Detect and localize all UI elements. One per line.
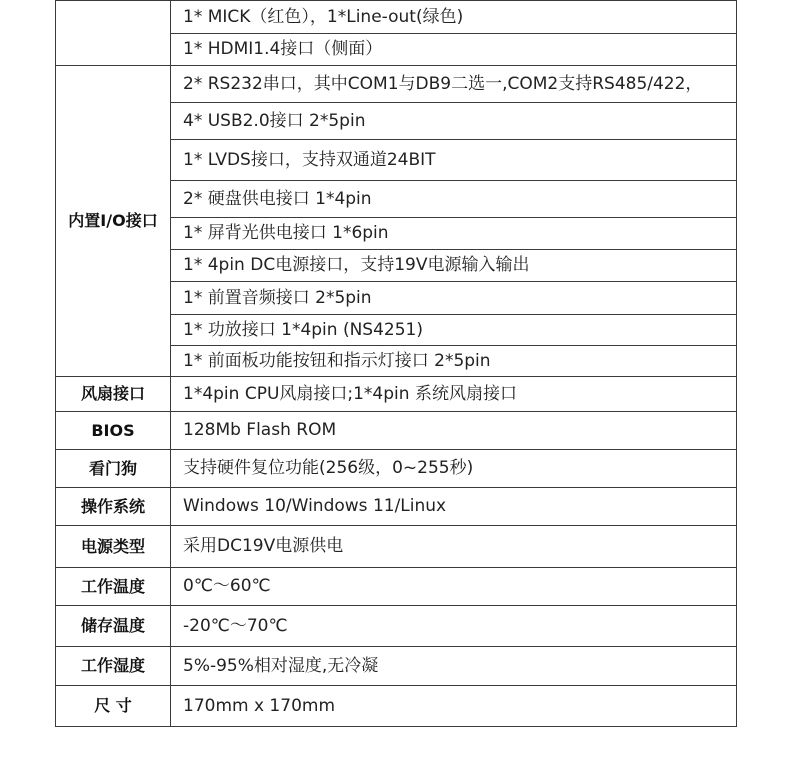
table-row [56, 412, 737, 450]
spec-table [55, 0, 737, 727]
spec-value: 1* 前置音频接口 2*5pin [171, 282, 737, 315]
table-row [56, 686, 737, 727]
spec-value: 4* USB2.0接口 2*5pin [171, 103, 737, 140]
table-row [56, 1, 737, 34]
spec-label: 风扇接口 [56, 377, 171, 412]
table-row [56, 647, 737, 686]
table-row [56, 66, 737, 103]
spec-value: 2* RS232串口，其中COM1与DB9二选一,COM2支持RS485/422， [171, 66, 737, 103]
table-row [56, 377, 737, 412]
spec-label: BIOS [56, 412, 171, 450]
table-row [56, 488, 737, 526]
spec-label-top [56, 1, 171, 66]
spec-label: 电源类型 [56, 526, 171, 568]
spec-value: 1* 功放接口 1*4pin (NS4251) [171, 315, 737, 346]
spec-value: 1* MICK（红色），1*Line-out(绿色) [171, 1, 737, 34]
table-row [56, 450, 737, 488]
spec-label-io: 内置I/O接口 [56, 66, 171, 377]
spec-value: 1* LVDS接口，支持双通道24BIT [171, 140, 737, 181]
spec-label: 看门狗 [56, 450, 171, 488]
spec-value: 5%-95%相对湿度,无冷凝 [171, 647, 737, 686]
spec-value: 1* 4pin DC电源接口，支持19V电源输入输出 [171, 250, 737, 282]
spec-value: 采用DC19V电源供电 [171, 526, 737, 568]
spec-value: 1* 前面板功能按钮和指示灯接口 2*5pin [171, 346, 737, 377]
spec-value: 2* 硬盘供电接口 1*4pin [171, 181, 737, 218]
spec-label: 操作系统 [56, 488, 171, 526]
spec-value: -20℃～70℃ [171, 606, 737, 647]
table-row [56, 568, 737, 606]
spec-value: 1* 屏背光供电接口 1*6pin [171, 218, 737, 250]
spec-label: 工作湿度 [56, 647, 171, 686]
spec-value: 1* HDMI1.4接口（侧面） [171, 34, 737, 66]
spec-value: Windows 10/Windows 11/Linux [171, 488, 737, 526]
spec-label: 尺 寸 [56, 686, 171, 727]
spec-value: 170mm x 170mm [171, 686, 737, 727]
spec-value: 支持硬件复位功能(256级，0~255秒) [171, 450, 737, 488]
spec-label: 工作温度 [56, 568, 171, 606]
spec-label: 储存温度 [56, 606, 171, 647]
table-row [56, 526, 737, 568]
spec-value: 1*4pin CPU风扇接口;1*4pin 系统风扇接口 [171, 377, 737, 412]
table-row [56, 606, 737, 647]
spec-value: 0℃～60℃ [171, 568, 737, 606]
spec-value: 128Mb Flash ROM [171, 412, 737, 450]
